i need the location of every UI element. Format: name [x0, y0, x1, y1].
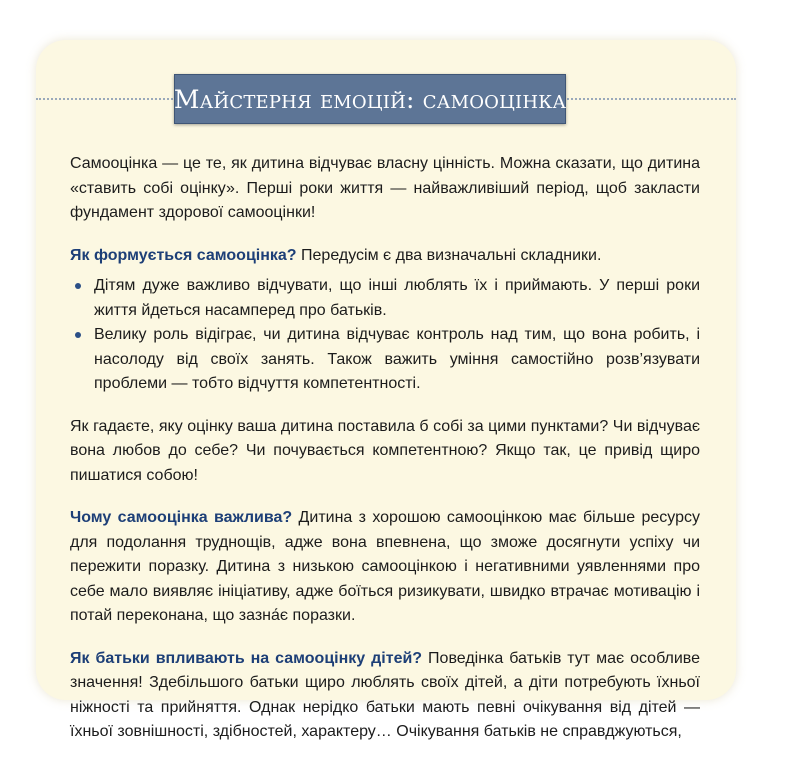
parents-text: Поведінка батьків тут має особливе значення! Здебільшого батьки щиро люблять своїх дітей, а діти потребують їхньої ніжності та прийняття. Однак нерідко батьки мають певні очікування від дітей — їхньої зовнішності, здібностей, характеру… Очікування батьків не справджуються,	[70, 649, 701, 740]
formation-text: Передусім є два визначальні складники.	[296, 246, 602, 264]
section-title: Майстерня емоцій: самооцінка	[173, 84, 567, 114]
list-item-text: Велику роль відіграє, чи дитина відчуває контроль над тим, що вона робить, і насолоду від своїх занять. Також важить уміння самостійно розв’язувати проблеми — тобто відчуття компетентності.	[94, 326, 700, 392]
importance-text: Дитина з хорошою самооцінкою має більше ресурсу для подолання труднощів, адже вона впевнена, що зможе досягнути успіху чи пережити поразку. Дитина з низькою самооцінкою і негативними уявленнями про себе мало виявляє ініціативу, адже боїться ризикувати, швидко втрачає мотивацію і потай переконана, що зазна́є поразки.	[70, 509, 700, 624]
formation-list	[70, 274, 700, 397]
question-paragraph: Як гадаєте, яку оцінку ваша дитина поставила б собі за цими пунктами? Чи відчуває вона любов до себе? Чи почувається компетентною? Якщо так, це привід щиро пишатися собою!	[70, 417, 700, 484]
formation-paragraph	[70, 244, 700, 269]
list-item-text: Дітям дуже важливо відчувати, що інші люблять їх і приймають. У перші роки життя йдеться насамперед про батьків.	[94, 277, 700, 319]
bullet-icon	[75, 283, 81, 289]
content-card	[36, 40, 736, 740]
formation-heading: Як формується самооцінка?	[70, 246, 297, 264]
importance-heading: Чому самооцінка важлива?	[70, 509, 293, 526]
parents-paragraph	[70, 647, 700, 745]
parents-heading: Як батьки впливають на самооцінку дітей?	[70, 649, 423, 667]
list-item	[70, 274, 700, 323]
intro-paragraph: Самооцінка — це те, як дитина відчуває власну цінність. Можна сказати, що дитина «ставить собі оцінку». Перші роки життя — найважливіший період, щоб закласти фундамент здорової самооцінки!	[70, 155, 700, 221]
importance-paragraph	[70, 506, 700, 629]
list-item	[70, 323, 700, 397]
article-body	[70, 152, 700, 763]
title-banner	[174, 74, 566, 124]
bullet-icon	[75, 332, 81, 338]
